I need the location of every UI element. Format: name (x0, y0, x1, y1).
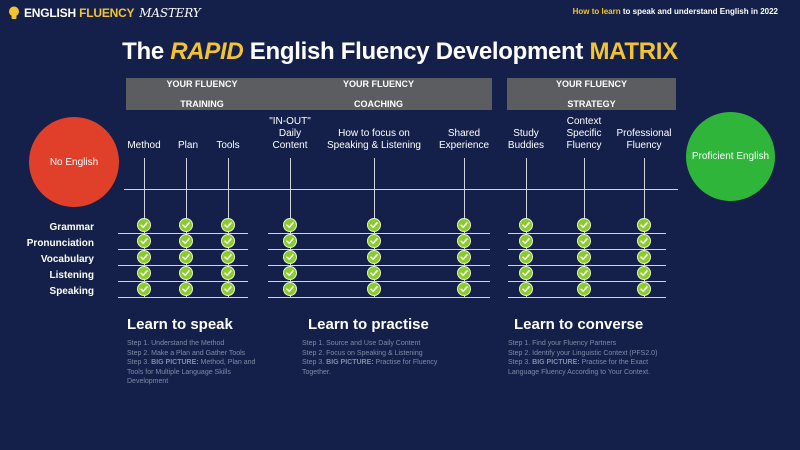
checkmark-icon (367, 218, 381, 232)
category-coaching-line1: YOUR FLUENCY (342, 79, 414, 89)
checkmark-icon (367, 250, 381, 264)
checkmark-icon (637, 282, 651, 296)
logo-fluency: FLUENCY (79, 6, 135, 20)
column-label-line: Buddies (507, 140, 545, 151)
checkmark-icon (457, 282, 471, 296)
proficient-english-label: Proficient English (691, 151, 770, 162)
category-strategy (507, 78, 676, 110)
checkmark-icon (367, 282, 381, 296)
category-strategy-line1: YOUR FLUENCY (555, 79, 627, 89)
column-label-line: Fluency (626, 140, 662, 151)
checkmark-icon (637, 250, 651, 264)
checkmark-icon (519, 250, 533, 264)
proficient-english-circle (686, 112, 775, 201)
category-coaching (265, 78, 492, 110)
column-label-line: How to focus on (338, 128, 410, 139)
column-label-line: Fluency (566, 140, 602, 151)
category-training-line1: YOUR FLUENCY (166, 79, 238, 89)
category-coaching-line2: COACHING (354, 99, 403, 109)
logo-text (24, 6, 200, 20)
section-learn-to-speak (127, 316, 302, 387)
column-label-speaking-listening (320, 128, 428, 152)
checkmark-icon (221, 250, 235, 264)
row-label-pronunciation: Pronunciation (26, 238, 94, 249)
column-label-line: Plan (177, 140, 198, 151)
checkmark-icon (577, 234, 591, 248)
title-matrix: MATRIX (589, 38, 678, 65)
column-label-line: Tools (216, 140, 240, 151)
column-label-line: Method (127, 140, 161, 151)
title-rapid: RAPID (170, 38, 244, 65)
step-3: Step 3. BIG PICTURE: Practise for the Exact (508, 359, 649, 366)
column-label-line: Specific (566, 128, 602, 139)
row-label-vocabulary: Vocabulary (40, 254, 94, 265)
section-learn-to-practise (302, 316, 502, 377)
section-title: Learn to converse (514, 316, 644, 333)
checkmark-icon (137, 266, 151, 280)
checkmark-icon (283, 218, 297, 232)
step-3: Step 3. BIG PICTURE: Practise for Fluency (302, 359, 438, 366)
column-label-shared-experience (432, 128, 496, 152)
checkmark-icon (367, 266, 381, 280)
category-training-line2: TRAINING (180, 99, 224, 109)
checkmark-icon (137, 282, 151, 296)
step-3-cont: Tools for Multiple Language Skills (127, 368, 231, 376)
logo-mastery: MASTERY (139, 6, 201, 20)
checkmark-icon (519, 282, 533, 296)
column-label-line: Professional (616, 128, 672, 139)
column-label-tools (202, 140, 254, 152)
checkmark-icon (283, 282, 297, 296)
row-label-grammar: Grammar (49, 222, 94, 233)
checkmark-icon (221, 234, 235, 248)
title-part2: English Fluency Development (243, 38, 590, 65)
step-2: Step 2. Identify your Linguistic Context (PFS2.0) (508, 349, 658, 357)
step-1: Step 1. Understand the Method (127, 340, 225, 347)
section-steps (302, 339, 502, 377)
logo-english: ENGLISH (24, 6, 76, 20)
checkmark-icon (577, 218, 591, 232)
step-1: Step 1. Source and Use Daily Content (302, 340, 421, 347)
axis-line (124, 189, 678, 190)
no-english-label: No English (49, 156, 99, 168)
column-label-line: Shared (447, 128, 481, 139)
step-3-cont: Development (127, 378, 169, 385)
column-label-study-buddies (498, 128, 554, 152)
checkmark-icon (457, 218, 471, 232)
checkmark-icon (577, 282, 591, 296)
section-title: Learn to speak (127, 316, 233, 333)
tagline-rest: to speak and understand English in 2022 (620, 7, 778, 16)
tagline-highlight: How to learn (572, 7, 621, 16)
row-label-listening: Listening (49, 270, 94, 281)
column-label-line: Content (272, 140, 308, 151)
column-label-line: "IN-OUT" (269, 116, 311, 127)
step-1: Step 1. Find your Fluency Partners (508, 340, 617, 347)
column-label-context-specific (556, 116, 612, 152)
section-steps (508, 339, 718, 377)
checkmark-icon (637, 266, 651, 280)
tagline (573, 7, 778, 16)
checkmark-icon (179, 250, 193, 264)
checkmark-icon (519, 218, 533, 232)
section-learn-to-converse (508, 316, 718, 377)
column-label-professional-fluency (612, 128, 676, 152)
checkmark-icon (519, 234, 533, 248)
logo (8, 6, 200, 20)
step-3-cont: Together. (302, 368, 331, 376)
column-label-line: Daily (278, 128, 302, 139)
page-title (0, 38, 800, 66)
step-2: Step 2. Make a Plan and Gather Tools (127, 349, 246, 357)
step-3-cont: Language Fluency According to Your Context. (508, 368, 651, 376)
checkmark-icon (221, 218, 235, 232)
column-label-line: Context (566, 116, 602, 127)
checkmark-icon (283, 266, 297, 280)
column-label-line: Speaking & Listening (327, 140, 421, 151)
checkmark-icon (577, 250, 591, 264)
category-strategy-line2: STRATEGY (567, 99, 616, 109)
step-3: Step 3. BIG PICTURE: Method, Plan and (127, 359, 256, 366)
section-steps (127, 339, 302, 387)
checkmark-icon (367, 234, 381, 248)
column-label-line: Experience (438, 140, 490, 151)
column-label-daily-content (258, 116, 322, 152)
checkmark-icon (457, 266, 471, 280)
title-part1: The (122, 38, 171, 65)
checkmark-icon (137, 250, 151, 264)
checkmark-icon (221, 266, 235, 280)
checkmark-icon (637, 218, 651, 232)
lightbulb-icon (8, 6, 20, 20)
checkmark-icon (137, 234, 151, 248)
checkmark-icon (457, 234, 471, 248)
checkmark-icon (179, 282, 193, 296)
category-training (126, 78, 278, 110)
column-label-line: Study (513, 128, 539, 139)
no-english-circle (29, 117, 119, 207)
checkmark-icon (221, 282, 235, 296)
checkmark-icon (179, 218, 193, 232)
checkmark-icon (457, 250, 471, 264)
checkmark-icon (577, 266, 591, 280)
checkmark-icon (179, 234, 193, 248)
checkmark-icon (283, 250, 297, 264)
section-title: Learn to practise (308, 316, 429, 333)
checkmark-icon (283, 234, 297, 248)
row-label-speaking: Speaking (49, 286, 94, 297)
checkmark-icon (179, 266, 193, 280)
checkmark-icon (637, 234, 651, 248)
step-2: Step 2. Focus on Speaking & Listening (302, 349, 423, 357)
checkmark-icon (519, 266, 533, 280)
checkmark-icon (137, 218, 151, 232)
